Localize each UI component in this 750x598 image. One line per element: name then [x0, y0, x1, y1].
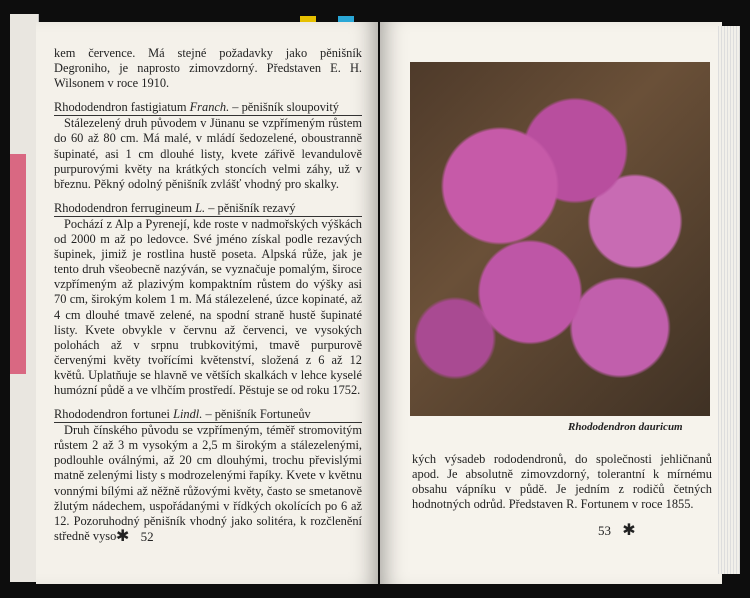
photo-caption: Rhododendron dauricum — [568, 421, 683, 433]
right-page-folio — [598, 520, 644, 540]
entry-heading: Rhododendron ferrugineum L. – pěnišník rezavý — [54, 201, 362, 217]
ornament-icon: ✱ — [116, 528, 130, 545]
book-edge-left — [10, 14, 39, 582]
left-page-text — [54, 46, 362, 544]
page-number: 52 — [140, 529, 154, 544]
entry-text: Druh čínského původu se vzpřímeným, téměř stromovitým růstem 2 až 3 m vysokým a 2,5 m širokým a stálezelenými, podlouhle oválnými, až 20 cm dlouhými, trochu převislými matně zelenými listy s modrozelenými řapíky. Kvete v květnu vonnými bílými až něžně růžovými květy, často se smetanově žlutým nádechem, uspořádanými v řídkých okolících po 6 až 12. Pozoruhodný pěnišník vhodný jako solitéra, k rozčlenění středně vyso- — [54, 423, 362, 543]
right-page-text — [412, 452, 712, 512]
page-edge-stripe — [10, 154, 26, 374]
continuation-paragraph: kých výsadeb rododendronů, do společnosti jehličnanů apod. Je absolutně zimovzdorný, tolerantní k mírnému obsahu vápníku v půdě. Je jedním z rodičů četných hodnotných odrůd. Představen R. Fortunem v roce 1855. — [412, 452, 712, 512]
right-page-edges — [718, 26, 740, 574]
ornament-icon: ✱ — [622, 522, 636, 539]
rhododendron-photo — [410, 62, 710, 416]
entry-heading: Rhododendron fastigiatum Franch. – pěnišník sloupovitý — [54, 100, 362, 116]
intro-paragraph: kem července. Má stejné požadavky jako pěnišník Degroniho, je naprosto zimovzdorný. Představen E. H. Wilsonem v roce 1910. — [54, 46, 362, 91]
entry-text: Pochází z Alp a Pyrenejí, kde roste v nadmořských výškách od 2000 m až po ledovce. Své jméno získal podle rezavých šupinek, jimiž je rostlina hustě poseta. Alpská růže, jak je tento druh všeobecně nazýván, se vyznačuje pomalým, široce vzpřímeným až plazivým kompaktním růstem do výšky asi 70 cm, širokým kolem 1 m. Má stálezelené, úzce kopinaté, až 4 cm dlouhé tmavě zelené, na spodní straně hustě šupinaté listy. Kvete obvykle v červnu až červenci, ve vysokých polohách až v srpnu trubkovitými, tmavě purpurově červenými květy tvořícími květenství, složená z 6 až 12 květů. Uplatňuje se hlavně ve větších skalkách v lehce kyselé humózní půdě a ve vlhčím prostředí. Pěstuje se od roku 1752. — [54, 216, 362, 397]
left-page-folio — [108, 526, 154, 546]
page-number: 53 — [598, 523, 611, 538]
entry-heading: Rhododendron fortunei Lindl. – pěnišník Fortuneův — [54, 407, 362, 423]
entry-text: Stálezelený druh původem v Jünanu se vzpřímeným růstem do 60 až 80 cm. Má malé, v mládí šedozelené, oboustranně šupinaté, asi 1 cm dlouhé listy, kvete zářivě levandulově purpurovými květy na krátkých stoncích velmi záhy, už v březnu. Pěkný odolný pěnišník zvlášť vhodný pro skalky. — [54, 116, 362, 191]
